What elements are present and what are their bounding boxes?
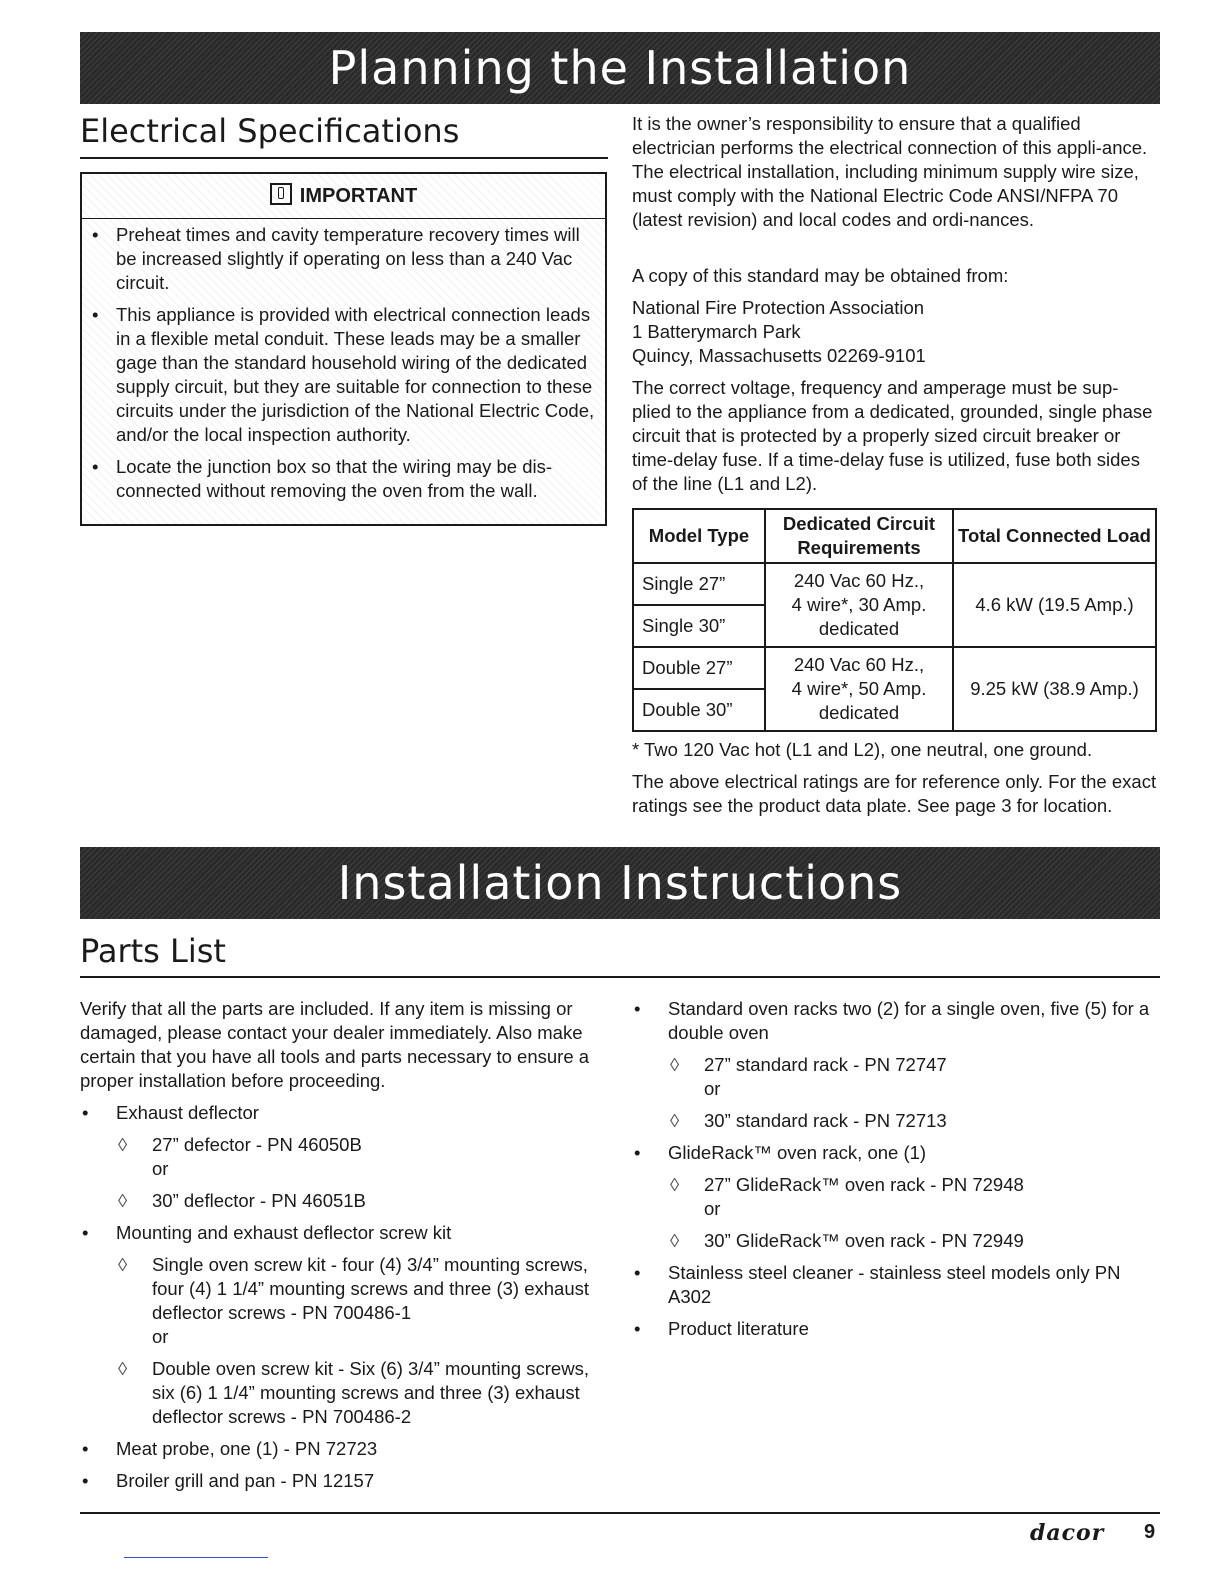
parts-list-right [632,997,1157,1349]
sub-item: ◊ Double oven screw kit - Six (6) 3/4” mounting screws, six (6) 1 1/4” mounting screws and three (3) exhaust deflector screws - PN 700486-2 [118,1358,589,1427]
dacor-logo: dacor [1030,1520,1105,1546]
address-line: 1 Batterymarch Park [632,321,801,342]
list-item: • Mounting and exhaust deflector screw kit ◊ Single oven screw kit - four (4) 3/4” mounting screws, four (4) 1 1/4” mounting screws and three (3) exhaust deflector screws - PN 700486-1 or ◊ Double oven screw kit - Six (6) 3/4” mounting screws, six (6) 1 1/4” mounting screws and three (3) exhaust deflector screws - PN 700486-2 [80,1221,608,1429]
important-divider [82,218,605,219]
sub-item: ◊ 27” GlideRack™ oven rack - PN 72948 or [670,1174,1024,1219]
important-item: • This appliance is provided with electrical connection leads in a flexible metal conduit. These leads may be a smaller gage than the standard household wiring of the dedicated supply circuit, but they are suitable for connection to these circuits under the jurisdiction of the National Electric Code, and/or the local inspection authority. [82,303,605,447]
important-item: • Locate the junction box so that the wiring may be dis-connected without removing the oven from the wall. [82,455,605,503]
important-list [82,223,605,511]
sub-item: ◊ Single oven screw kit - four (4) 3/4” mounting screws, four (4) 1 1/4” mounting screws and three (3) exhaust deflector screws - PN 700486-1 or [118,1254,590,1347]
page-number: 9 [1144,1521,1156,1543]
diamond-icon: ◊ [118,1134,128,1155]
model-cell: Single 30” [633,605,765,647]
sub-item: ◊ 27” standard rack - PN 72747 or [670,1054,947,1099]
installation-banner: Installation Instructions [80,847,1160,919]
list-item: • GlideRack™ oven rack, one (1) ◊ 27” GlideRack™ oven rack - PN 72948 or ◊ 30” GlideRack™ oven rack - PN 72949 [632,1141,1157,1253]
important-item: • Preheat times and cavity temperature recovery times will be increased slightly if operating on less than a 240 Vac circuit. [82,223,605,295]
address-line: Quincy, Massachusetts 02269-9101 [632,345,926,366]
footer-rule [80,1512,1160,1514]
table-header: Dedicated Circuit Requirements [765,509,953,563]
hand-note-icon [270,183,292,205]
list-item: • Broiler grill and pan - PN 12157 [80,1469,608,1493]
sub-item: ◊ 27” defector - PN 46050B or [118,1134,362,1179]
parts-rule [80,976,1160,978]
planning-banner: Planning the Installation [80,32,1160,104]
load-cell: 4.6 kW (19.5 Amp.) [953,563,1156,647]
sub-item: ◊ 30” GlideRack™ oven rack - PN 72949 [670,1230,1024,1251]
sub-item: ◊ 30” deflector - PN 46051B [118,1190,366,1211]
diamond-icon: ◊ [118,1190,128,1211]
diamond-icon: ◊ [118,1254,128,1275]
model-cell: Double 30” [633,689,765,731]
list-item: • Stainless steel cleaner - stainless steel models only PN A302 [632,1261,1157,1309]
important-heading [82,182,605,210]
nfpa-address [632,296,1157,368]
parts-list-title: Parts List [80,932,226,970]
model-cell: Double 27” [633,647,765,689]
important-box [80,172,607,526]
list-item: • Standard oven racks two (2) for a single oven, five (5) for a double oven ◊ 27” standard rack - PN 72747 or ◊ 30” standard rack - PN 72713 [632,997,1157,1133]
load-cell: 9.25 kW (38.9 Amp.) [953,647,1156,731]
table-header: Model Type [633,509,765,563]
diamond-icon: ◊ [118,1358,128,1379]
list-item: • Exhaust deflector ◊ 27” defector - PN 46050B or ◊ 30” deflector - PN 46051B [80,1101,608,1213]
parts-intro: Verify that all the parts are included. If any item is missing or damaged, please contact your dealer immediately. Also make certain that you have all tools and parts necessary to ensure a proper installation before proceeding. [80,998,590,1091]
table-row [633,647,1156,689]
sub-item: ◊ 30” standard rack - PN 72713 [670,1110,947,1131]
circuit-cell: 240 Vac 60 Hz., 4 wire*, 30 Amp. dedicated [765,563,953,647]
diamond-icon: ◊ [670,1110,680,1131]
table-header: Total Connected Load [953,509,1156,563]
table-footnote: * Two 120 Vac hot (L1 and L2), one neutral, one ground. [632,739,1093,760]
ratings-paragraph: The above electrical ratings are for reference only. For the exact ratings see the product data plate. See page 3 for location. [632,771,1157,816]
voltage-paragraph: The correct voltage, frequency and amperage must be sup-plied to the appliance from a dedicated, grounded, single phase circuit that is protected by a properly sized circuit breaker or time-delay fuse. If a time-delay fuse is utilized, fuse both sides of the line (L1 and L2). [632,377,1153,494]
electrical-spec-table [632,508,1157,732]
important-label: IMPORTANT [299,185,418,207]
bottom-link-line [124,1557,268,1558]
list-item: • Product literature [632,1317,1157,1341]
parts-list-left [80,1101,608,1501]
standard-copy-paragraph: A copy of this standard may be obtained from: [632,265,1009,286]
electrical-specs-title: Electrical Specifications [80,112,460,150]
title-rule [80,157,608,159]
owner-responsibility-paragraph: It is the owner’s responsibility to ensure that a qualified electrician performs the electrical connection of this appli-ance. The electrical installation, including minimum supply wire size, must comply with the National Electric Code ANSI/NFPA 70 (latest revision) and local codes and ordi-nances. [632,113,1148,230]
model-cell: Single 27” [633,563,765,605]
list-item: • Meat probe, one (1) - PN 72723 [80,1437,608,1461]
diamond-icon: ◊ [670,1230,680,1251]
diamond-icon: ◊ [670,1174,680,1195]
diamond-icon: ◊ [670,1054,680,1075]
circuit-cell: 240 Vac 60 Hz., 4 wire*, 50 Amp. dedicated [765,647,953,731]
address-line: National Fire Protection Association [632,297,925,318]
table-row [633,563,1156,605]
